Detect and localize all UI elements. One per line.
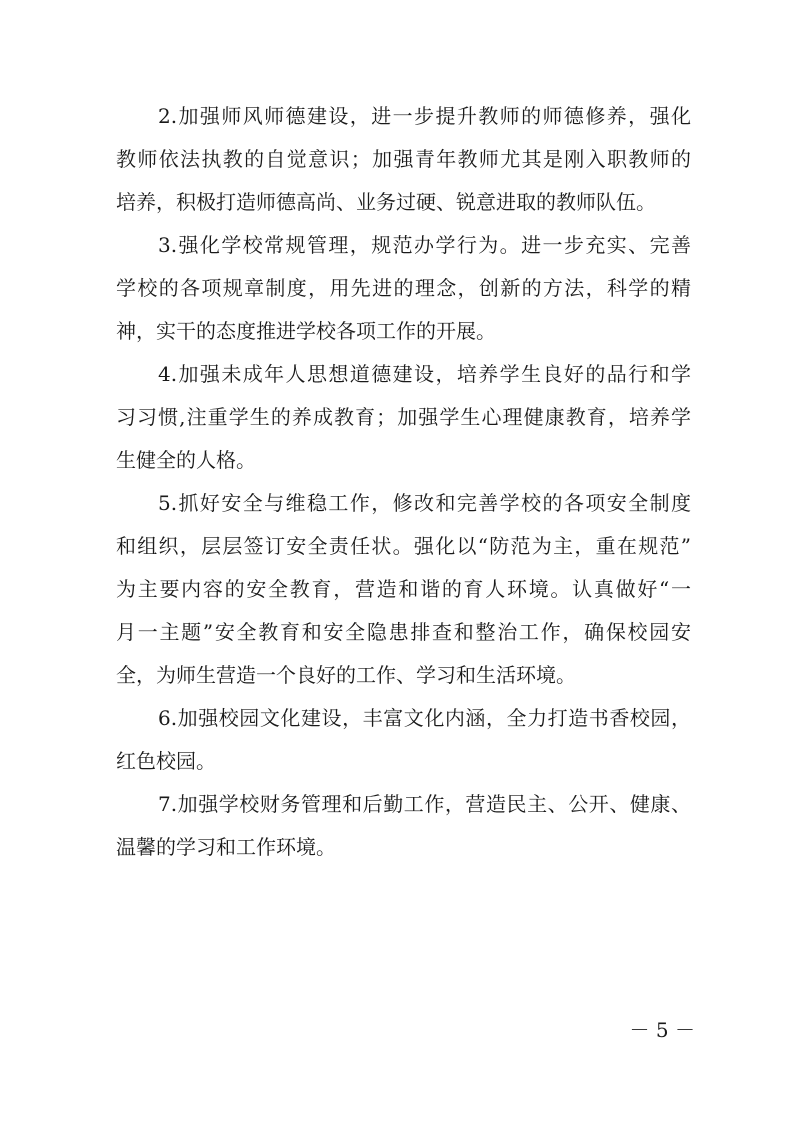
paragraph-5-line-2: 和组织，层层签订安全责任状。强化以“防范为主，重在规范” bbox=[116, 534, 691, 558]
paragraph-2-line-1: 2.加强师风师德建设，进一步提升教师的师德修养，强化 bbox=[158, 104, 691, 128]
paragraph-3-line-3: 神，实干的态度推进学校各项工作的开展。 bbox=[116, 319, 496, 343]
paragraph-4-line-3: 生健全的人格。 bbox=[116, 448, 256, 472]
paragraph-3-line-1: 3.强化学校常规管理，规范办学行为。进一步充实、完善 bbox=[158, 233, 691, 257]
paragraph-6-line-2: 红色校园。 bbox=[116, 749, 216, 773]
paragraph-2-line-2: 教师依法执教的自觉意识；加强青年教师尤其是刚入职教师的 bbox=[116, 147, 691, 171]
paragraph-5-line-4: 月一主题”安全教育和安全隐患排查和整治工作，确保校园安 bbox=[116, 620, 691, 644]
paragraph-6-line-1: 6.加强校园文化建设，丰富文化内涵，全力打造书香校园， bbox=[158, 706, 691, 730]
paragraph-5-line-3: 为主要内容的安全教育，营造和谐的育人环境。认真做好“一 bbox=[116, 577, 691, 601]
paragraph-5-line-5: 全，为师生营造一个良好的工作、学习和生活环境。 bbox=[116, 663, 576, 687]
page-number: － 5 － bbox=[629, 1018, 695, 1042]
paragraph-4-line-1: 4.加强未成年人思想道德建设，培养学生良好的品行和学 bbox=[158, 362, 691, 386]
paragraph-5-line-1: 5.抓好安全与维稳工作，修改和完善学校的各项安全制度 bbox=[158, 491, 691, 515]
paragraph-4-line-2: 习习惯,注重学生的养成教育；加强学生心理健康教育，培养学 bbox=[116, 405, 691, 429]
paragraph-7-line-2: 温馨的学习和工作环境。 bbox=[116, 835, 336, 859]
paragraph-3-line-2: 学校的各项规章制度，用先进的理念，创新的方法，科学的精 bbox=[116, 276, 691, 300]
paragraph-2-line-3: 培养，积极打造师德高尚、业务过硬、锐意进取的教师队伍。 bbox=[116, 190, 656, 214]
paragraph-7-line-1: 7.加强学校财务管理和后勤工作，营造民主、公开、健康、 bbox=[158, 792, 691, 816]
